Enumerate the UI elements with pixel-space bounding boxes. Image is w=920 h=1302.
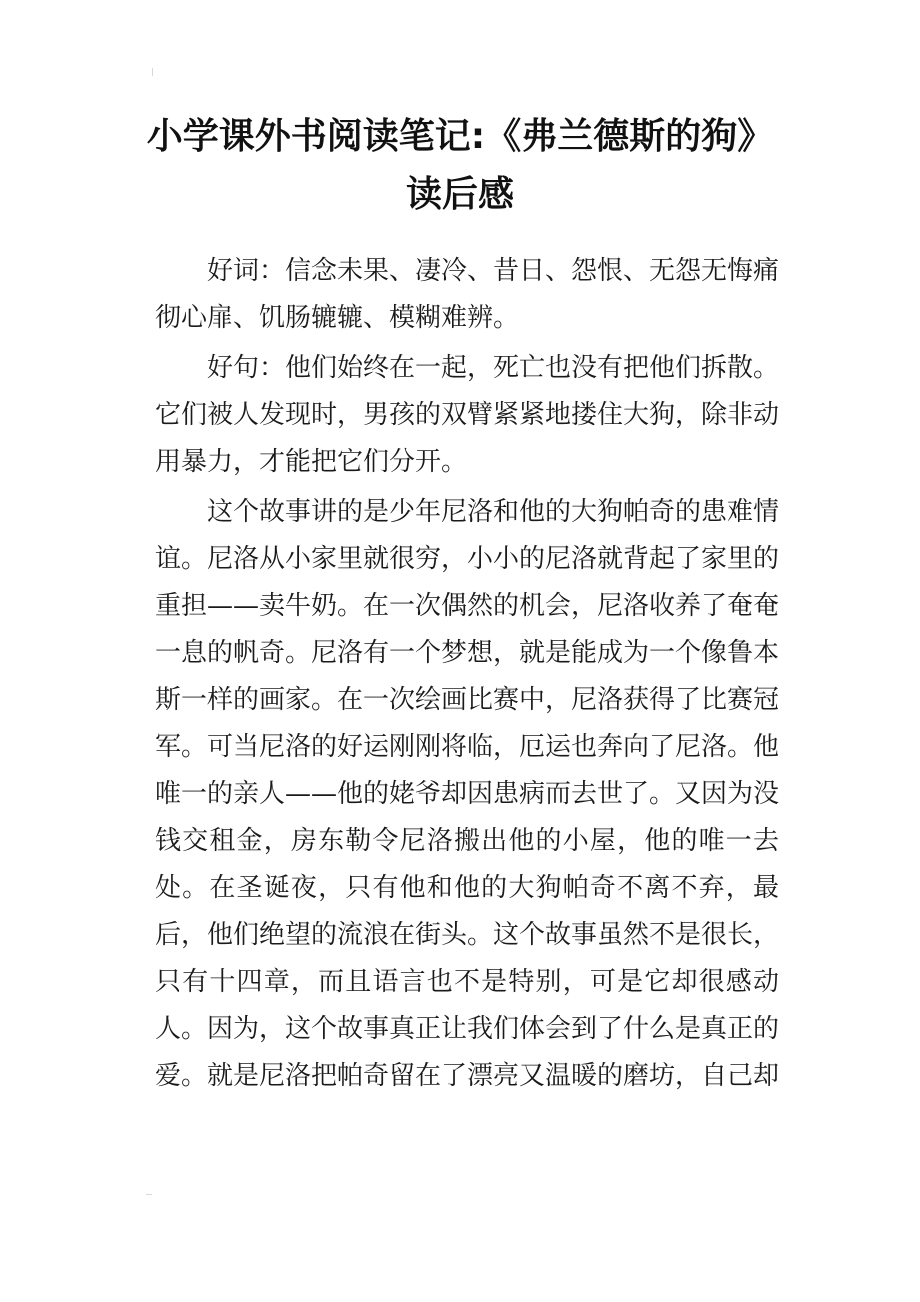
document-body	[155, 248, 779, 1103]
paragraph-good-sentences: 好句：他们始终在一起，死亡也没有把他们拆散。它们被人发现时，男孩的双臂紧紧地搂住大狗，除非动用暴力，才能把它们分开。	[155, 353, 780, 477]
title-line-2: 读后感	[405, 174, 514, 215]
document-title	[140, 108, 780, 224]
paragraph-good-words: 好词：信念未果、凄冷、昔日、怨恨、无怨无悔痛彻心扉、饥肠辘辘、模糊难辨。	[155, 256, 780, 333]
page-corner-mark	[152, 68, 161, 76]
paragraph-story-summary: 这个故事讲的是少年尼洛和他的大狗帕奇的患难情谊。尼洛从小家里就很穷，小小的尼洛就背起了家里的重担——卖牛奶。在一次偶然的机会，尼洛收养了奄奄一息的帆奇。尼洛有一个梦想，就是能成为一个像鲁本斯一样的画家。在一次绘画比赛中，尼洛获得了比赛冠军。可当尼洛的好运刚刚将临，厄运也奔向了尼洛。他唯一的亲人——他的姥爷却因患病而去世了。又因为没钱交租金，房东勒令尼洛搬出他的小屋，他的唯一去处。在圣诞夜，只有他和他的大狗帕奇不离不弃，最后，他们绝望的流浪在街头。这个故事虽然不是很长，只有十四章，而且语言也不是特别，可是它却很感动人。因为，这个故事真正让我们体会到了什么是真正的爱。就是尼洛把帕奇留在了漂亮又温暖的磨坊，自己却	[155, 497, 780, 1091]
page-corner-mark	[146, 1194, 152, 1203]
title-line-1: 小学课外书阅读笔记:《弗兰德斯的狗》	[146, 116, 774, 157]
